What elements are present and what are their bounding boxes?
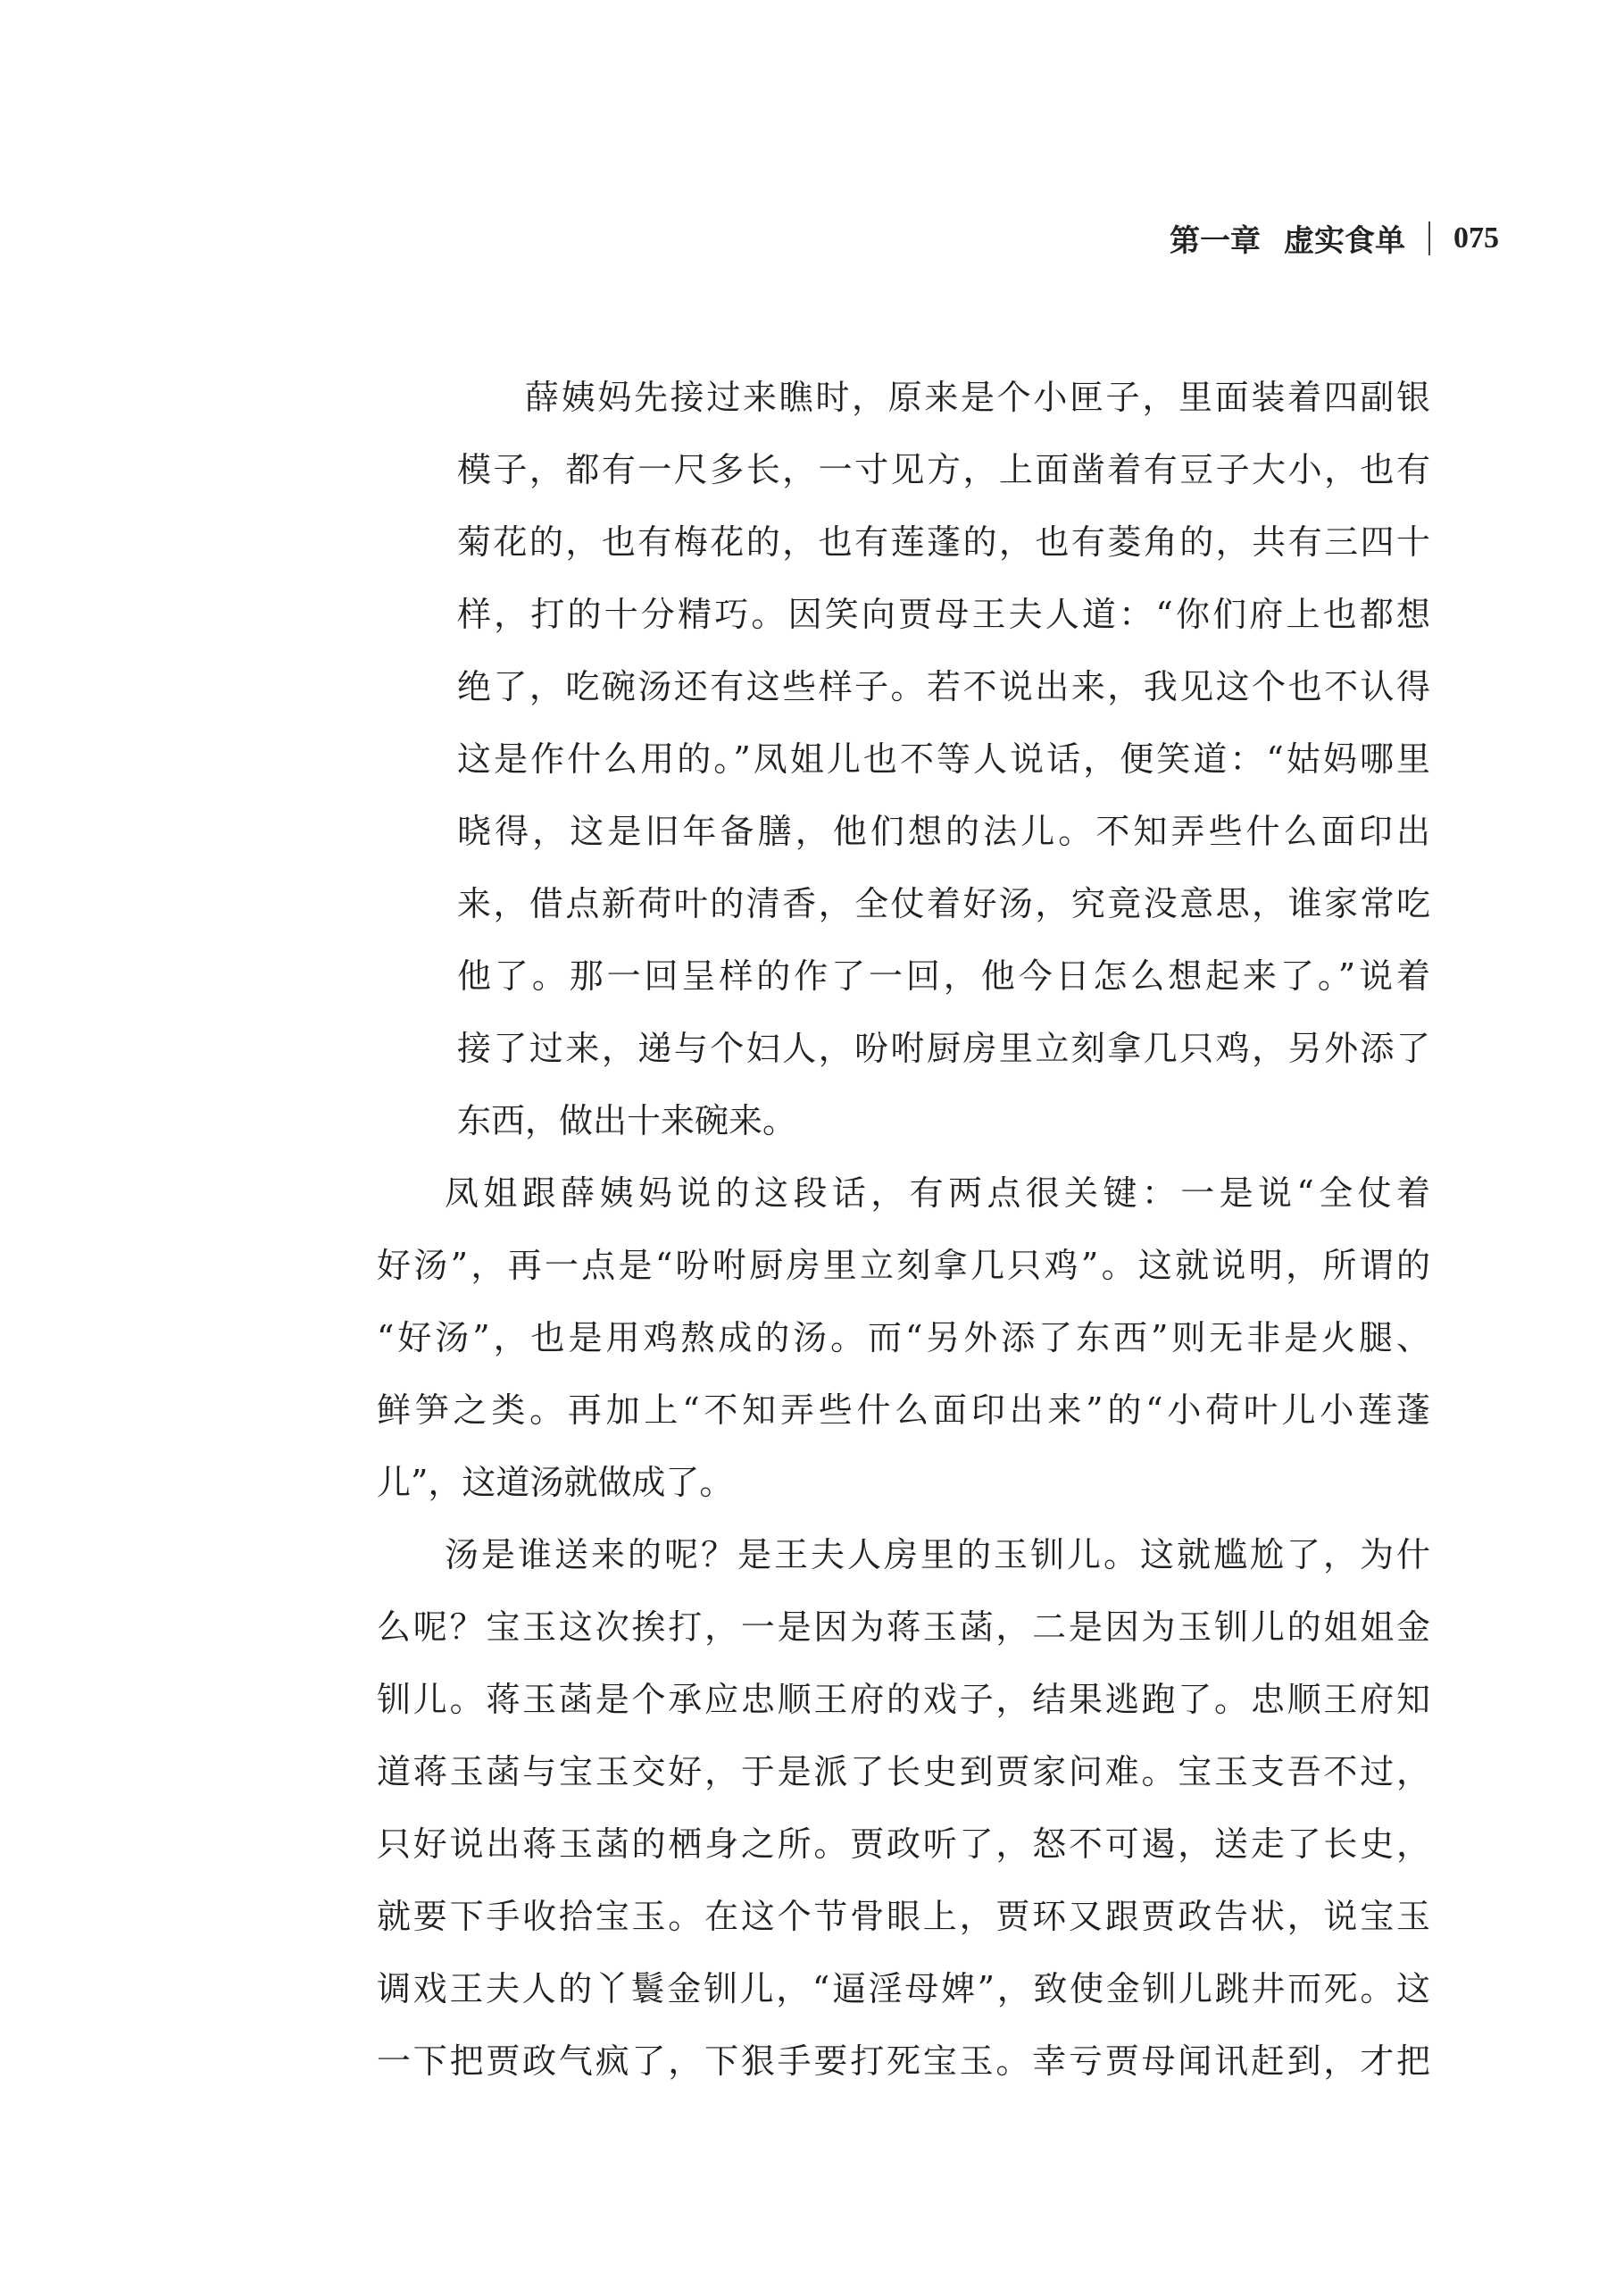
paragraph-line: “好汤”，也是用鸡熬成的汤。而“另外添了东西”则无非是火腿、 [377,1318,1430,1357]
paragraph-line: 么呢？宝玉这次挨打，一是因为蒋玉菡，二是因为玉钏儿的姐姐金 [377,1607,1430,1647]
quote-line: 菊花的，也有梅花的，也有莲蓬的，也有菱角的，共有三四十 [457,522,1430,562]
chapter-label: 第一章 [1170,223,1261,259]
paragraph-line: 一下把贾政气疯了，下狠手要打死宝玉。幸亏贾母闻讯赶到，才把 [377,2041,1430,2081]
page-number: 075 [1453,221,1499,255]
paragraph-line: 汤是谁送来的呢？是王夫人房里的玉钏儿。这就尴尬了，为什 [445,1535,1430,1574]
paragraph-line: 调戏王夫人的丫鬟金钏儿，“逼淫母婢”，致使金钏儿跳井而死。这 [377,1969,1430,2008]
paragraph-line: 儿”，这道汤就做成了。 [377,1463,734,1502]
quote-line: 东西，做出十来碗来。 [457,1101,797,1140]
quote-line: 他了。那一回呈样的作了一回，他今日怎么想起来了。”说着 [457,956,1430,996]
quoted-passage [457,362,1430,1157]
quote-line: 绝了，吃碗汤还有这些样子。若不说出来，我见这个也不认得 [457,667,1430,706]
quote-line: 样，打的十分精巧。因笑向贾母王夫人道：“你们府上也都想 [457,595,1430,634]
paragraph-line: 鲜笋之类。再加上“不知弄些什么面印出来”的“小荷叶儿小莲蓬 [377,1390,1430,1430]
paragraph-line: 只好说出蒋玉菡的栖身之所。贾政听了，怒不可遏，送走了长史， [377,1824,1430,1864]
paragraph-line: 钏儿。蒋玉菡是个承应忠顺王府的戏子，结果逃跑了。忠顺王府知 [377,1680,1430,1719]
quote-line: 接了过来，递与个妇人，吩咐厨房里立刻拿几只鸡，另外添了 [457,1029,1430,1068]
quote-line: 模子，都有一尺多长，一寸见方，上面凿着有豆子大小，也有 [457,450,1430,489]
quote-line: 晓得，这是旧年备膳，他们想的法儿。不知弄些什么面印出 [457,812,1430,851]
quote-line: 来，借点新荷叶的清香，全仗着好汤，究竟没意思，谁家常吃 [457,884,1430,923]
paragraph-line: 好汤”，再一点是“吩咐厨房里立刻拿几只鸡”。这就说明，所谓的 [377,1246,1430,1285]
header-divider [1428,221,1430,255]
chapter-title: 虚实食单 [1284,223,1405,259]
paragraph-line: 凤姐跟薛姨妈说的这段话，有两点很关键：一是说“全仗着 [445,1173,1430,1213]
main-text [377,1157,1430,2098]
paragraph-line: 就要下手收拾宝玉。在这个节骨眼上，贾环又跟贾政告状，说宝玉 [377,1897,1430,1936]
quote-line: 这是作什么用的。”凤姐儿也不等人说话，便笑道：“姑妈哪里 [457,739,1430,779]
running-header [1170,216,1499,260]
paragraph-line: 道蒋玉菡与宝玉交好，于是派了长史到贾家问难。宝玉支吾不过， [377,1752,1430,1791]
quote-line: 薛姨妈先接过来瞧时，原来是个小匣子，里面装着四副银 [525,378,1430,417]
